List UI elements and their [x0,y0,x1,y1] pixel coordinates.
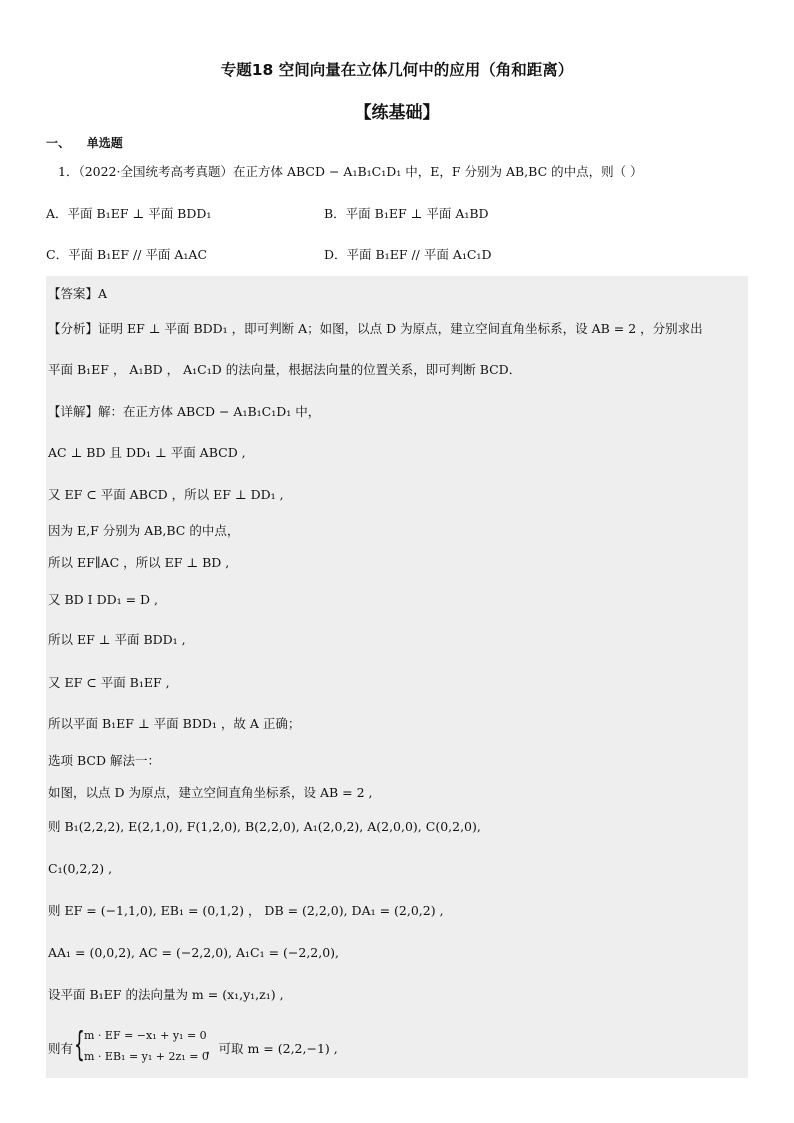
detail-line-14: 则 EF = (−1,1,0), EB₁ = (0,1,2) ， DB = (2,2,0), DA₁ = (2,0,2) , [48,903,444,918]
detail-line-8: 又 EF ⊂ 平面 B₁EF , [48,675,170,690]
detail-line-5: 所以 EF∥AC ，所以 EF ⊥ BD , [48,555,230,570]
detail-line-4: 因为 E,F 分别为 AB,BC 的中点， [48,523,240,538]
system-lead: 则有 [48,1041,74,1056]
system-equation-1: m · EF = −x₁ + y₁ = 0 [84,1029,207,1042]
detail-line-11: 如图，以点 D 为原点，建立空间直角坐标系，设 AB = 2 , [48,785,373,800]
detail-line-13: C₁(0,2,2) , [48,861,113,876]
question-text: 1．（2022·全国统考高考真题）在正方体 ABCD − A₁B₁C₁D₁ 中，E，F 分别为 AB,BC 的中点，则（ ） [58,164,643,179]
detail-line-10: 选项 BCD 解法一： [48,753,160,768]
detail-line-16: 设平面 B₁EF 的法向量为 m = (x₁,y₁,z₁) , [48,987,284,1002]
option-d: D．平面 B₁EF // 平面 A₁C₁D [324,247,492,262]
option-a: A．平面 B₁EF ⊥ 平面 BDD₁ [46,206,212,221]
section-heading: 一、 单选题 [46,136,123,150]
system-equation-2: m · EB₁ = y₁ + 2z₁ = 0 [84,1050,209,1063]
option-c: C．平面 B₁EF // 平面 A₁AC [46,247,208,262]
left-brace: { [74,1025,85,1065]
detail-line-9: 所以平面 B₁EF ⊥ 平面 BDD₁ ，故 A 正确； [48,716,301,731]
detail-line-6: 又 BD I DD₁ = D , [48,592,159,607]
detail-line-2: AC ⊥ BD 且 DD₁ ⊥ 平面 ABCD , [48,445,246,460]
analysis-line-1: 【分析】证明 EF ⊥ 平面 BDD₁ ，即可判断 A；如图，以点 D 为原点，建立空间直角坐标系，设 AB = 2 ，分别求出 [48,321,703,336]
system-tail: ，可取 m = (2,2,−1) , [206,1041,338,1056]
option-b: B．平面 B₁EF ⊥ 平面 A₁BD [324,206,489,221]
detail-line-3: 又 EF ⊂ 平面 ABCD ，所以 EF ⊥ DD₁ , [48,487,284,502]
section-subtitle: 【练基础】 [354,103,440,123]
answer-line: 【答案】A [48,286,108,301]
analysis-line-2: 平面 B₁EF ， A₁BD ， A₁C₁D 的法向量，根据法向量的位置关系，即可判断 BCD． [48,362,522,377]
detail-line-15: AA₁ = (0,0,2), AC = (−2,2,0), A₁C₁ = (−2,2,0), [48,945,340,960]
document-title: 专题18 空间向量在立体几何中的应用（角和距离） [220,61,574,79]
detail-line-12: 则 B₁(2,2,2), E(2,1,0), F(1,2,0), B(2,2,0), A₁(2,0,2), A(2,0,0), C(0,2,0), [48,819,481,834]
detail-line-1: 【详解】解：在正方体 ABCD − A₁B₁C₁D₁ 中， [48,404,321,419]
detail-line-7: 所以 EF ⊥ 平面 BDD₁ , [48,632,186,647]
